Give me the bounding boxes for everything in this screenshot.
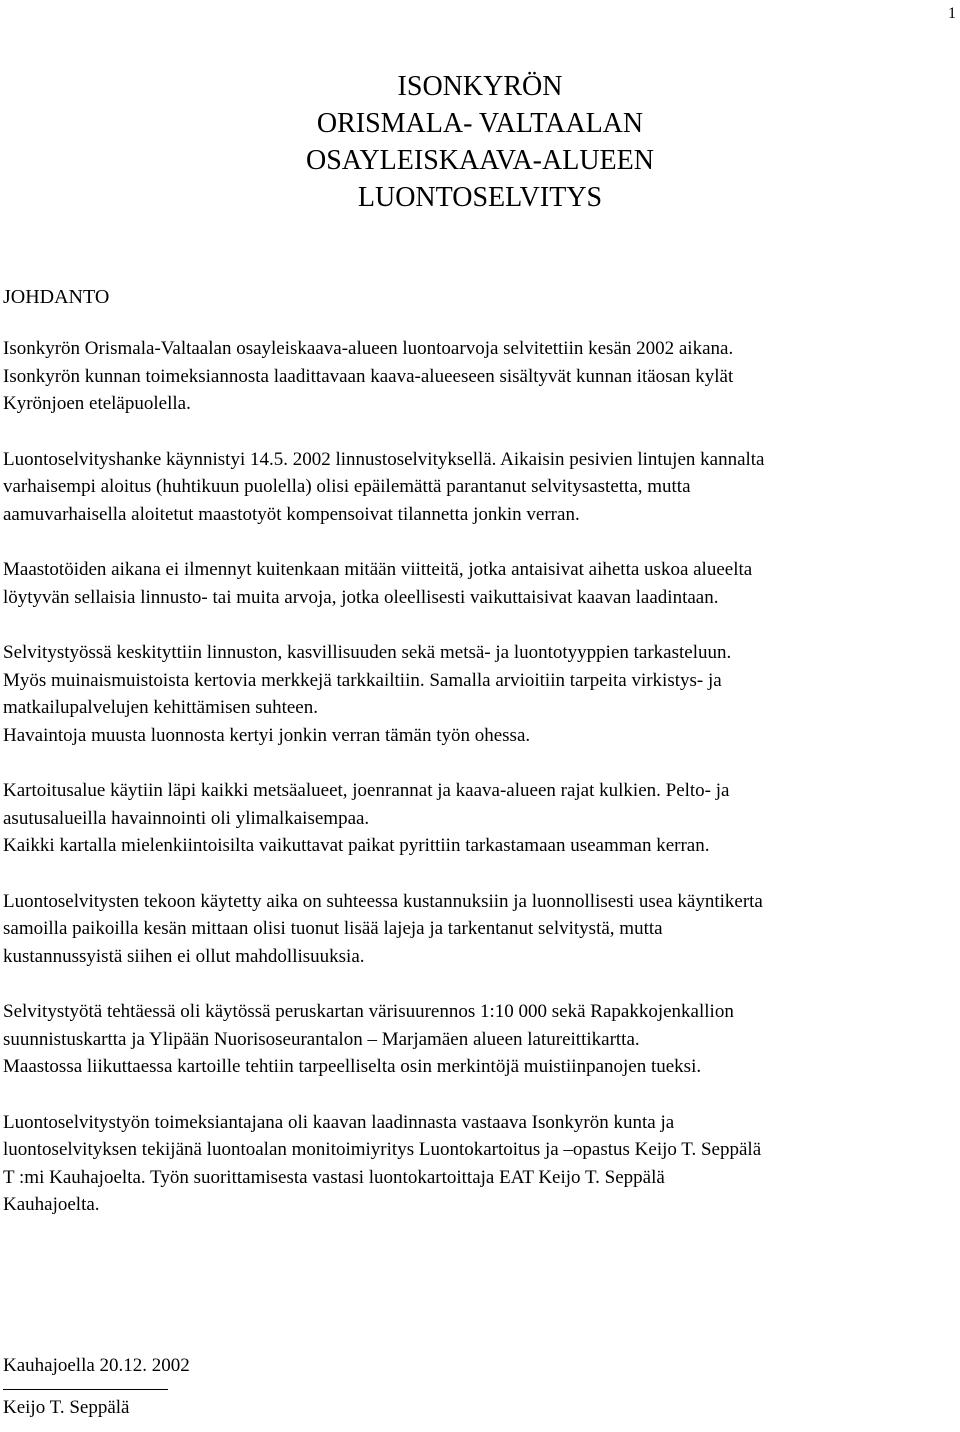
page-number: 1 bbox=[948, 5, 956, 22]
signer-name: Keijo T. Seppälä bbox=[3, 1397, 130, 1418]
paragraph-line: asutusalueilla havainnointi oli ylimalkaisempaa. bbox=[3, 807, 370, 829]
title-line: ISONKYRÖN bbox=[397, 71, 563, 102]
paragraph-line: Luontoselvitysten tekoon käytetty aika on suhteessa kustannuksiin ja luonnollisesti usea käyntikerta bbox=[3, 890, 763, 912]
paragraph-line: Maastossa liikuttaessa kartoille tehtiin tarpeelliselta osin merkintöjä muistiinpanojen tueksi. bbox=[3, 1056, 702, 1077]
paragraph-line: aamuvarhaisella aloitetut maastotyöt kompensoivat tilannetta jonkin verran. bbox=[3, 503, 580, 525]
place-date: Kauhajoella 20.12. 2002 bbox=[3, 1355, 190, 1376]
paragraph bbox=[3, 1109, 957, 1219]
paragraph bbox=[3, 446, 957, 529]
paragraph-line: Luontoselvityshanke käynnistyi 14.5. 2002 linnustoselvityksellä. Aikaisin pesivien lintujen kannalta bbox=[3, 448, 765, 470]
paragraph-line: Isonkyrön Orismala-Valtaalan osayleiskaava-alueen luontoarvoja selvitettiin kesän 2002 aikana. bbox=[3, 338, 734, 359]
paragraph bbox=[3, 335, 957, 418]
paragraph-line: Selvitystyössä keskityttiin linnuston, kasvillisuuden sekä metsä- ja luontotyyppien tarkasteluun. bbox=[3, 642, 732, 663]
paragraph-line: Myös muinaismuistoista kertovia merkkejä tarkkailtiin. Samalla arvioitiin tarpeita virkistys- ja bbox=[3, 669, 722, 691]
paragraph-line: Maastotöiden aikana ei ilmennyt kuitenkaan mitään viitteitä, jotka antaisivat aihetta uskoa alueelta bbox=[3, 559, 753, 580]
paragraph bbox=[3, 998, 957, 1081]
paragraph-line: Havaintoja muusta luonnosta kertyi jonkin verran tämän työn ohessa. bbox=[3, 724, 531, 746]
document-body bbox=[3, 283, 957, 1219]
paragraph-line: kustannussyistä siihen ei ollut mahdollisuuksia. bbox=[3, 945, 365, 967]
title-line: ORISMALA- VALTAALAN bbox=[316, 108, 644, 139]
title-line: LUONTOSELVITYS bbox=[357, 182, 603, 213]
paragraph bbox=[3, 888, 957, 971]
paragraph-line: Kaikki kartalla mielenkiintoisilta vaikuttavat paikat pyrittiin tarkastamaan useamman kerran. bbox=[3, 835, 710, 856]
paragraph-line: suunnistuskartta ja Ylipään Nuorisoseurantalon – Marjamäen alueen latureittikartta. bbox=[3, 1028, 640, 1050]
signature-line bbox=[3, 1389, 168, 1390]
paragraph-line: samoilla paikoilla kesän mittaan olisi tuonut lisää lajeja ja tarkentanut selvitystä, mutta bbox=[3, 918, 663, 939]
title-line: OSAYLEISKAAVA-ALUEEN bbox=[306, 145, 654, 176]
paragraph-line: matkailupalvelujen kehittämisen suhteen. bbox=[3, 697, 318, 718]
paragraph-line: T :mi Kauhajoelta. Työn suorittamisesta vastasi luontokartoittaja EAT Keijo T. Seppälä bbox=[3, 1166, 665, 1188]
paragraph bbox=[3, 639, 957, 749]
paragraph-line: Luontoselvitystyön toimeksiantajana oli kaavan laadinnasta vastaava Isonkyrön kunta ja bbox=[3, 1111, 675, 1133]
paragraph-line: luontoselvityksen tekijänä luontoalan monitoimiyritys Luontokartoitus ja –opastus Keijo T. Seppälä bbox=[3, 1139, 762, 1160]
paragraph-line: löytyvän sellaisia linnusto- tai muita arvoja, jotka oleellisesti vaikuttaisivat kaavan laadintaan. bbox=[3, 586, 719, 608]
section-heading: JOHDANTO bbox=[3, 286, 110, 308]
document-title bbox=[0, 68, 960, 216]
paragraph-line: Kyrönjoen eteläpuolella. bbox=[3, 393, 191, 414]
paragraph-line: Isonkyrön kunnan toimeksiannosta laadittavaan kaava-alueeseen sisältyvät kunnan itäosan kylät bbox=[3, 365, 734, 387]
signature-block bbox=[3, 1352, 190, 1421]
paragraph bbox=[3, 556, 957, 611]
paragraph-line: Kauhajoelta. bbox=[3, 1194, 100, 1215]
paragraph-line: varhaisempi aloitus (huhtikuun puolella) olisi epäilemättä parantanut selvitysastetta, mutta bbox=[3, 476, 691, 497]
paragraph-line: Kartoitusalue käytiin läpi kaikki metsäalueet, joenrannat ja kaava-alueen rajat kulkien. Pelto- ja bbox=[3, 780, 730, 801]
paragraph-line: Selvitystyötä tehtäessä oli käytössä peruskartan värisuurennos 1:10 000 sekä Rapakkojenkallion bbox=[3, 1001, 734, 1022]
paragraph bbox=[3, 777, 957, 860]
